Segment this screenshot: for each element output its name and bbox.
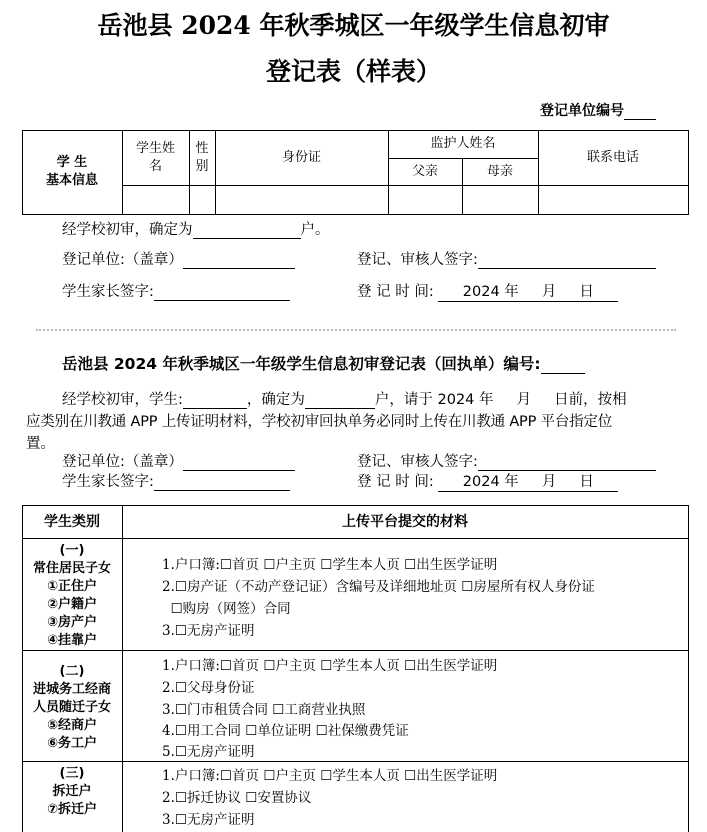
category-3-label: (三) 拆迁户 ⑦拆迁户	[46, 766, 97, 817]
receipt-auditor-blank[interactable]	[478, 454, 656, 471]
receipt-parent-blank[interactable]	[154, 474, 290, 491]
receipt-time-row: 登 记 时 间: 2024 年 月 日	[357, 470, 618, 492]
category-2-item-4: 4.☐用工合同 ☐单位证明 ☐社保缴费凭证	[162, 723, 409, 739]
category-1-item-1: 1.户口簿:☐首页 ☐户主页 ☐学生本人页 ☐出生医学证明	[162, 557, 498, 573]
student-blank[interactable]	[183, 392, 247, 409]
cut-line	[36, 329, 676, 331]
parent-sign-row	[62, 280, 290, 301]
unit-stamp-label: 登记单位:（盖章）	[62, 252, 183, 268]
reg-time-blank[interactable]: 2024 年 月 日	[438, 280, 618, 302]
receipt-time-blank[interactable]: 2024 年 月 日	[438, 470, 618, 492]
category-2-item-1: 1.户口簿:☐首页 ☐户主页 ☐学生本人页 ☐出生医学证明	[162, 658, 498, 674]
receipt-line3: 置。	[26, 436, 55, 452]
receipt-type-blank[interactable]	[305, 392, 375, 409]
gender-header: 性 别	[195, 140, 209, 174]
receipt-title-text: 岳池县 2024 年秋季城区一年级学生信息初审登记表（回执单）编号:	[62, 355, 541, 373]
guardian-name-header: 监护人姓名	[430, 136, 496, 151]
receipt-number-blank[interactable]	[541, 355, 585, 374]
household-type-blank[interactable]	[193, 222, 301, 239]
parent-sign-label: 学生家长签字:	[62, 284, 154, 300]
confirm-suffix: 户。	[300, 222, 330, 238]
id-card-header: 身份证	[281, 149, 321, 165]
receipt-unit-row: 登记单位:（盖章）	[62, 450, 295, 471]
reg-time-label: 登 记 时 间:	[357, 284, 434, 300]
unit-stamp-blank[interactable]	[183, 252, 295, 269]
category-1-label: (一) 常住居民子女 ①正住户 ②户籍户 ③房产户 ④挂靠户	[32, 543, 111, 648]
receipt-auditor-row: 登记、审核人签字:	[357, 450, 656, 471]
receipt-parent-row: 学生家长签字:	[62, 470, 290, 491]
category-2-label: (二) 进城务工经商 人员随迁子女 ⑤经商户 ⑥务工户	[32, 664, 111, 751]
category-1-item-4: 3.☐无房产证明	[162, 623, 255, 639]
basic-info-header: 学 生 基本信息	[45, 155, 98, 188]
category-3-item-3: 3.☐无房产证明	[162, 812, 255, 828]
category-2-item-2: 2.☐父母身份证	[162, 680, 255, 696]
student-name-header: 学生姓 名	[135, 140, 175, 174]
father-header: 父亲	[411, 163, 438, 179]
receipt-unit-blank[interactable]	[183, 454, 295, 471]
receipt-line2: 应类别在川教通 APP 上传证明材料，学校初审回执单务必同时上传在川教通 APP 平台指定位	[26, 414, 613, 430]
parent-sign-blank[interactable]	[154, 284, 290, 301]
receipt-line1: 经学校初审，学生: ，确定为 户，请于 2024 年 月 日前，按相	[62, 392, 627, 408]
reg-time-row	[357, 280, 618, 302]
confirm-line	[62, 218, 330, 239]
auditor-blank[interactable]	[478, 252, 656, 269]
page-subtitle: 登记表（样表）	[265, 57, 441, 86]
category-2-item-3: 3.☐门市租赁合同 ☐工商营业执照	[162, 702, 366, 718]
auditor-row	[357, 248, 656, 269]
category-3-item-1: 1.户口簿:☐首页 ☐户主页 ☐学生本人页 ☐出生医学证明	[162, 768, 498, 784]
receipt-title	[62, 352, 585, 374]
category-2-item-5: 5.☐无房产证明	[162, 744, 255, 760]
reg-number	[540, 100, 656, 120]
auditor-label: 登记、审核人签字:	[357, 252, 478, 268]
reg-number-blank[interactable]	[624, 103, 656, 120]
category-3-item-2: 2.☐拆迁协议 ☐安置协议	[162, 790, 312, 806]
materials-header: 上传平台提交的材料	[342, 513, 468, 530]
reg-number-label: 登记单位编号	[540, 103, 624, 119]
category-header: 学生类别	[44, 513, 100, 530]
unit-stamp-row	[62, 248, 295, 269]
mother-header: 母亲	[486, 163, 513, 179]
confirm-prefix: 经学校初审，确定为	[62, 222, 193, 238]
page-title: 岳池县 2024 年秋季城区一年级学生信息初审	[97, 11, 610, 40]
category-1-item-3: ☐购房（网签）合同	[162, 601, 291, 617]
phone-header: 联系电话	[586, 149, 639, 165]
category-1-item-2: 2.☐房产证（不动产登记证）含编号及详细地址页 ☐房屋所有权人身份证	[162, 579, 595, 595]
